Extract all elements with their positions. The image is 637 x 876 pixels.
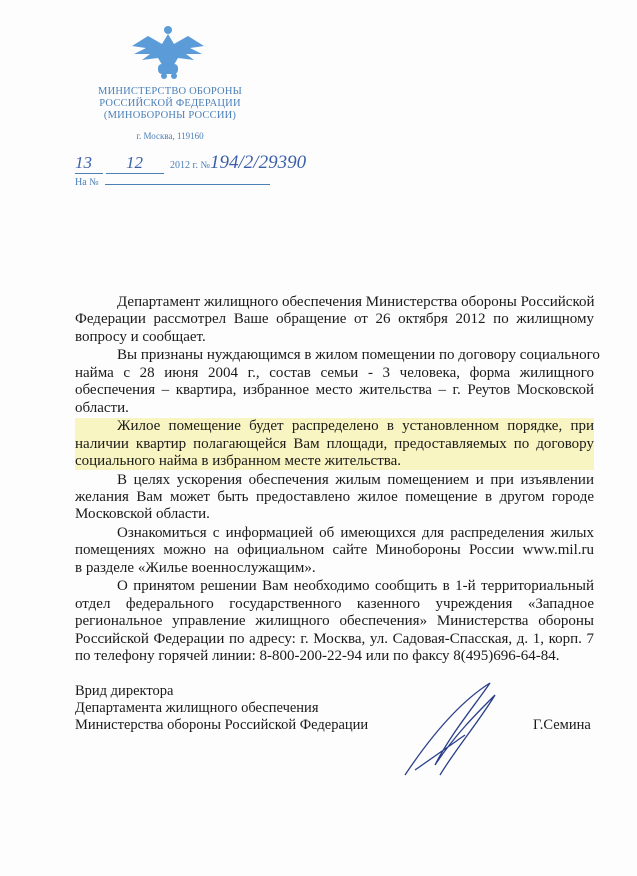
text-line: О принятом решении Вам необходимо сообщить в 1-й территориальный	[117, 578, 594, 595]
date-month: 12	[106, 153, 164, 174]
text-line: обеспечения – квартира, избранное место жительства – г. Реутов Московской	[75, 382, 594, 399]
text-line: найма с 28 июня 2004 г., состав семьи - 3 человека, форма жилищного	[75, 364, 594, 381]
registration-number: 194/2/29390	[210, 152, 307, 173]
paragraph	[75, 472, 594, 524]
text-line: Федерации рассмотрел Ваше обращение от 26 октября 2012 по жилищному	[75, 311, 594, 328]
text-line: вопросу и сообщает.	[75, 328, 206, 345]
signature-line: Врид директора	[75, 683, 174, 699]
paragraph	[75, 578, 594, 665]
signature-line: Министерства обороны Российской Федерации	[75, 717, 369, 733]
text-line: Вы признаны нуждающимся в жилом помещении по договору социального	[117, 347, 600, 364]
reply-to-blank	[105, 184, 270, 185]
org-line: (МИНОБОРОНЫ РОССИИ)	[103, 110, 237, 121]
eagle-emblem-icon	[128, 24, 208, 82]
text-line: наличии квартир полагающейся Вам площади, предоставляемых по договору	[75, 435, 594, 452]
ministry-name	[60, 86, 280, 122]
text-line: Российской Федерации по адресу: г. Москва, ул. Садовая-Спасская, д. 1, корп. 7	[75, 630, 594, 647]
text-line: отдел федерального государственного казенного учреждения «Западное	[75, 595, 594, 612]
org-line: РОССИЙСКОЙ ФЕДЕРАЦИИ	[99, 98, 241, 109]
text-line: в разделе «Жилье военнослужащим».	[75, 559, 316, 576]
text-line: социального найма в избранном месте жительства.	[75, 453, 594, 470]
text-line: области.	[75, 399, 129, 416]
text-line: по телефону горячей линии: 8-800-200-22-94 или по факсу 8(495)696-64-84.	[75, 648, 560, 665]
reply-to-label: На №	[75, 177, 99, 188]
org-line: МИНИСТЕРСТВО ОБОРОНЫ	[98, 86, 242, 97]
reply-to-line	[75, 177, 270, 188]
signature-line: Департамента жилищного обеспечения	[75, 700, 319, 716]
date-year: 2012 г. №	[170, 160, 211, 171]
signatory-name: Г.Семина	[533, 717, 591, 733]
paragraph	[75, 418, 594, 470]
text-line: В целях ускорения обеспечения жилым помещением и при изъявлении	[117, 471, 594, 488]
text-line: желания Вам может быть предоставлено жилое помещение в другом городе	[75, 489, 594, 506]
letter-body	[75, 294, 600, 667]
text-line: помещениях можно на официальном сайте Минобороны России www.mil.ru	[75, 542, 594, 559]
handwritten-signature-icon	[395, 675, 505, 785]
signatory-title	[75, 683, 368, 734]
text-line: Департамент жилищного обеспечения Министерства обороны Российской	[117, 294, 595, 310]
text-line: Жилое помещение будет распределено в установленном порядке, при	[75, 418, 594, 435]
paragraph	[75, 347, 600, 417]
text-line: Московской области.	[75, 506, 210, 523]
text-line: Ознакомиться с информацией об имеющихся для распределения жилых	[117, 525, 594, 542]
paragraph	[75, 525, 594, 577]
text-line: региональное управление жилищного обеспечения» Министерства обороны	[75, 613, 594, 630]
paragraph	[75, 294, 594, 346]
date-number-line	[75, 152, 306, 174]
city-postcode: г. Москва, 119160	[136, 131, 204, 141]
date-day: 13	[75, 153, 103, 174]
